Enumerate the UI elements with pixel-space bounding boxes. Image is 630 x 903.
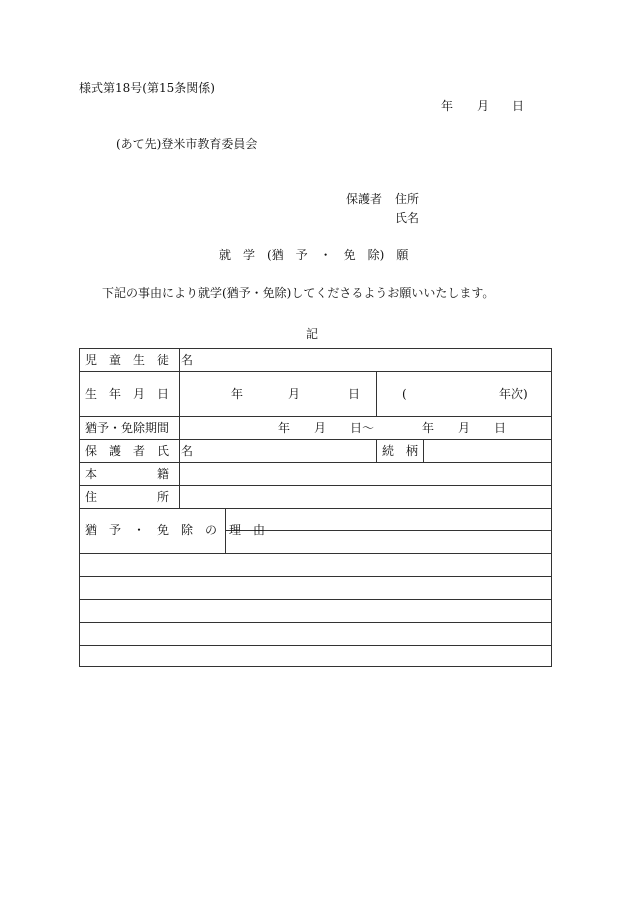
ki-label: 記	[306, 327, 319, 341]
applicant-address-label: 住所	[395, 192, 420, 206]
row-divider	[80, 553, 551, 554]
birthdate-label: 生 年 月 日	[85, 387, 170, 401]
row-divider	[80, 599, 551, 600]
date-day-label: 日	[512, 99, 525, 113]
row-divider	[80, 645, 551, 646]
row-divider	[80, 416, 551, 417]
label-column-divider	[179, 349, 180, 508]
row-divider	[80, 485, 551, 486]
date-year-label: 年	[441, 99, 454, 113]
document-title: 就 学 (猶 予 ・ 免 除) 願	[219, 248, 409, 262]
row-divider	[80, 371, 551, 372]
grade-open-paren: (	[402, 387, 407, 401]
row-divider	[80, 622, 551, 623]
table-address-label: 住 所	[85, 490, 170, 504]
row-divider	[80, 576, 551, 577]
period-label: 猶予・免除期間	[85, 421, 170, 435]
guardian-name-label: 保 護 者 氏 名	[85, 444, 194, 458]
relationship-divider-left	[376, 439, 377, 462]
reason-label: 猶 予 ・ 免 除 の 理 由	[85, 523, 266, 537]
row-divider	[80, 439, 551, 440]
domicile-label: 本 籍	[85, 467, 170, 481]
guardian-label: 保護者	[346, 192, 383, 206]
row-divider	[80, 508, 551, 509]
grade-column-divider	[376, 371, 377, 416]
grade-suffix-label: 年次)	[499, 387, 528, 401]
birth-month-label: 月	[288, 387, 301, 401]
reason-line-divider	[225, 530, 551, 531]
period-dates: 年 月 日～ 年 月 日	[278, 421, 507, 435]
relationship-label: 続 柄	[382, 444, 419, 458]
birth-day-label: 日	[348, 387, 361, 401]
form-number: 様式第18号(第15条関係)	[79, 81, 215, 95]
child-name-label: 児 童 生 徒 名	[85, 353, 194, 367]
birth-year-label: 年	[231, 387, 244, 401]
applicant-name-label: 氏名	[395, 211, 420, 225]
date-month-label: 月	[477, 99, 490, 113]
relationship-divider-right	[423, 439, 424, 462]
row-divider	[80, 462, 551, 463]
request-text: 下記の事由により就学(猶予・免除)してくださるようお願いいたします。	[102, 286, 495, 300]
addressee: (あて先)登米市教育委員会	[116, 137, 258, 151]
application-form-table	[79, 348, 552, 667]
